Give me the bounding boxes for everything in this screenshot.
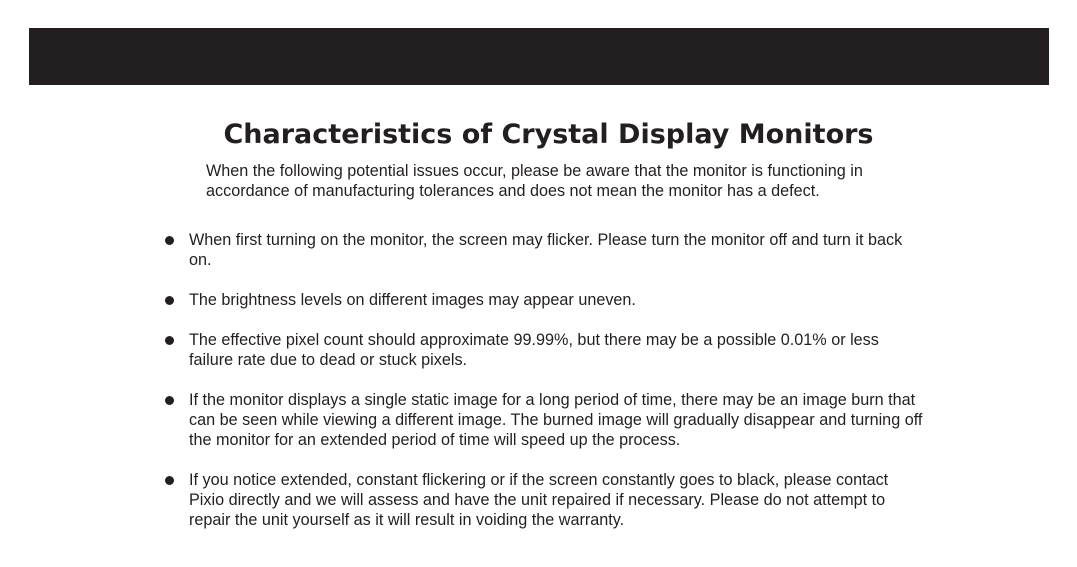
bullet-icon — [165, 476, 174, 485]
list-item-text: If you notice extended, constant flickering or if the screen constantly goes to black, please contact Pixio directly and we will assess and have the unit repaired if necessary. Please do not attempt to repair the unit yourself as it will result in voiding the warranty. — [189, 471, 889, 529]
list-item-text: The effective pixel count should approximate 99.99%, but there may be a possible 0.01% or less failure rate due to dead or stuck pixels. — [189, 331, 879, 369]
header-bar — [29, 28, 1049, 85]
bullet-list — [160, 230, 940, 550]
list-item — [160, 470, 940, 530]
list-item-text: The brightness levels on different images may appear uneven. — [189, 291, 636, 309]
bullet-icon — [165, 336, 174, 345]
list-item — [160, 230, 940, 270]
list-item — [160, 290, 940, 310]
list-item-text: If the monitor displays a single static image for a long period of time, there may be an image burn that can be seen while viewing a different image. The burned image will gradually disappear and turning off the monitor for an extended period of time will speed up the process. — [189, 391, 923, 449]
page-title: Characteristics of Crystal Display Monitors — [223, 119, 874, 150]
list-item — [160, 330, 940, 370]
intro-paragraph: When the following potential issues occur, please be aware that the monitor is functioning in accordance of manufacturing tolerances and does not mean the monitor has a defect. — [206, 162, 863, 200]
list-item-text: When first turning on the monitor, the screen may flicker. Please turn the monitor off and turn it back on. — [189, 231, 903, 269]
list-item — [160, 390, 940, 450]
bullet-icon — [165, 396, 174, 405]
bullet-icon — [165, 236, 174, 245]
bullet-icon — [165, 296, 174, 305]
